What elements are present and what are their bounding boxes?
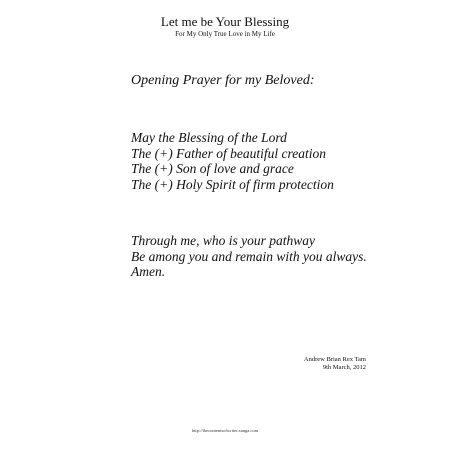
prayer-heading: Opening Prayer for my Beloved: bbox=[131, 73, 315, 88]
stanza-line: Amen. bbox=[131, 264, 166, 279]
stanza-line: Through me, who is your pathway bbox=[131, 233, 316, 248]
prayer-stanza-2 bbox=[131, 233, 367, 280]
footer-url: http://thecontentsofwriter.xanga.com bbox=[191, 428, 259, 433]
stanza-line: The (+) Son of love and grace bbox=[131, 161, 294, 176]
stanza-line: May the Blessing of the Lord bbox=[131, 130, 287, 145]
prayer-stanza-1 bbox=[131, 130, 334, 192]
document-subtitle: For My Only True Love in My Life bbox=[175, 30, 275, 38]
stanza-line: Be among you and remain with you always. bbox=[131, 248, 367, 264]
signature-date: 9th March, 2012 bbox=[322, 364, 366, 371]
signature-author: Andrew Brian Rex Tam bbox=[303, 356, 366, 363]
document-title: Let me be Your Blessing bbox=[160, 14, 290, 29]
stanza-line: The (+) Father of beautiful creation bbox=[131, 145, 326, 161]
signature-block bbox=[304, 356, 366, 372]
stanza-line: The (+) Holy Spirit of firm protection bbox=[131, 176, 334, 192]
